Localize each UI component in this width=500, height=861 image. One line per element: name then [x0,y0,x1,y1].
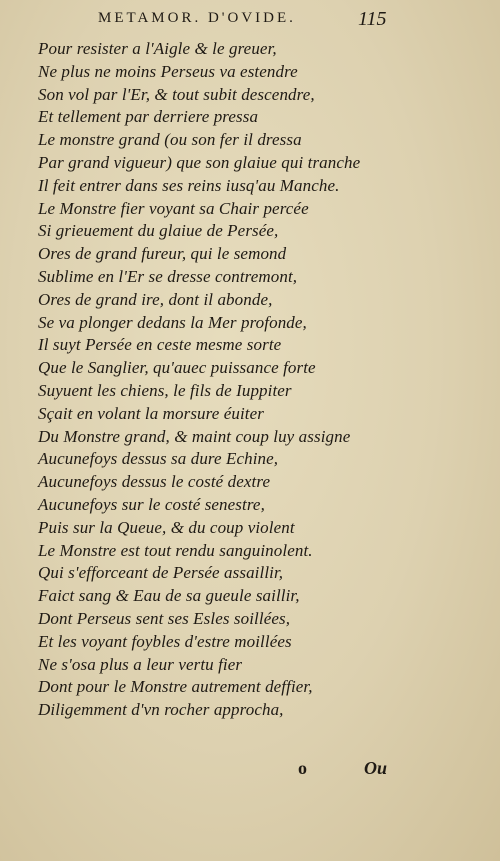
verse-line: Ores de grand ire, dont il abonde, [38,289,273,309]
verse-line: Faict sang & Eau de sa gueule saillir, [38,586,300,606]
verse-line: Sçait en volant la morsure éuiter [38,403,264,423]
verse-line: Pour resister a l'Aigle & le greuer, [38,39,277,58]
verse-line: Dont pour le Monstre autrement deffier, [38,677,313,697]
verse-line: Son vol par l'Er, & tout subit descendre, [38,84,315,104]
verse-line: Et les voyant foybles d'estre moillées [38,631,292,651]
verse-line: Ne plus ne moins Perseus va estendre [38,61,298,81]
verse-line: Puis sur la Queue, & du coup violent [38,517,295,537]
running-title: METAMOR. D'OVIDE. [98,10,296,26]
verse-line: Il feit entrer dans ses reins iusq'au Manche. [38,175,340,195]
verse-line: Si grieuement du glaiue de Persée, [38,221,279,241]
verse-line: Diligemment d'vn rocher approcha, [38,700,284,720]
verse-line: Que le Sanglier, qu'auec puissance forte [38,358,316,378]
verse-line: Aucunefoys dessus sa dure Echine, [38,449,279,469]
catchword: Ou [364,758,388,778]
verse-line: Qui s'efforceant de Persée assaillir, [38,563,284,583]
verse-line: Le Monstre est tout rendu sanguinolent. [38,540,313,560]
verse-line: Le monstre grand (ou son fer il dressa [38,130,302,150]
verse-line: Il suyt Persée en ceste mesme sorte [38,335,282,355]
verse-line: Le Monstre fier voyant sa Chair percée [38,198,309,218]
verse-line: Et tellement par derriere pressa [38,107,259,127]
signature-mark: o [298,758,307,778]
verse-line: Dont Perseus sent ses Esles soillées, [38,608,291,628]
page-footer [0,758,500,788]
verse-line: Sublime en l'Er se dresse contremont, [38,266,298,286]
verse-line: Ne s'osa plus a leur vertu fier [38,654,243,674]
verse-line: Ores de grand fureur, qui le semond [38,244,287,264]
page-number: 115 [358,8,387,30]
verse-line: Par grand vigueur) que son glaiue qui tranche [38,152,361,172]
verse-line: Suyuent les chiens, le fils de Iuppiter [38,380,292,400]
verse-line: Aucunefoys dessus le costé dextre [38,472,271,492]
page-header [0,8,500,38]
verse-line: Du Monstre grand, & maint coup luy assigne [38,426,351,446]
verse-line: Aucunefoys sur le costé senestre, [38,494,265,514]
verse-block [38,38,478,722]
verse-line: Se va plonger dedans la Mer profonde, [38,312,307,332]
